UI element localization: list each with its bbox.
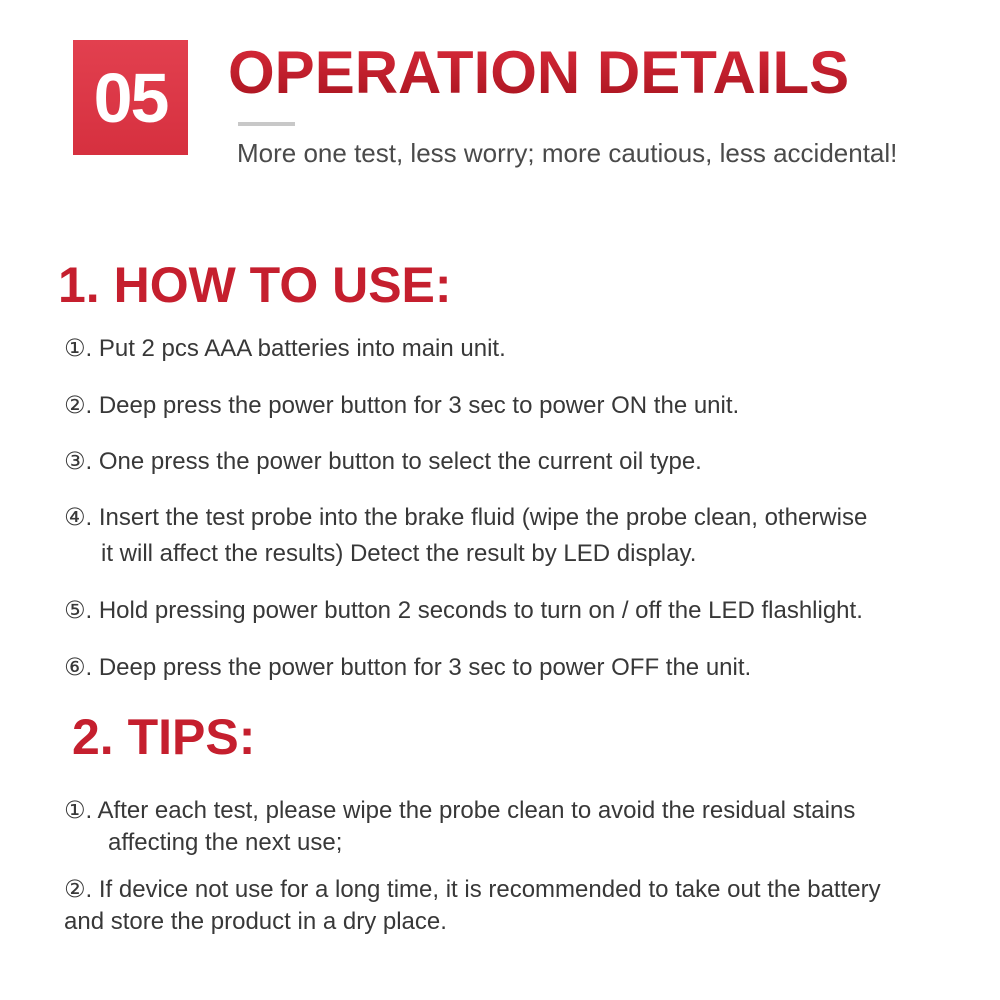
page-title: OPERATION DETAILS bbox=[228, 39, 850, 106]
tips-heading: 2. TIPS: bbox=[72, 709, 256, 765]
tip-1-text: . After each test, please wipe the probe clean to avoid the residual stains bbox=[85, 797, 856, 824]
step-2-text: . Deep press the power button for 3 sec to power ON the unit. bbox=[85, 392, 740, 419]
step-3-marker: ③ bbox=[64, 448, 86, 475]
step-1-text: . Put 2 pcs AAA batteries into main unit. bbox=[85, 335, 506, 362]
tip-1-marker: ① bbox=[64, 797, 86, 824]
step-2-marker: ② bbox=[64, 392, 86, 419]
step-6-marker: ⑥ bbox=[64, 654, 86, 681]
section-number: 05 bbox=[93, 58, 168, 137]
section-number-badge bbox=[73, 40, 188, 155]
how-to-use-step-2 bbox=[64, 389, 739, 423]
how-to-use-step-5 bbox=[64, 594, 863, 628]
step-4-text: . Insert the test probe into the brake fluid (wipe the probe clean, otherwise bbox=[85, 504, 868, 531]
title-divider bbox=[238, 122, 295, 126]
step-1-marker: ① bbox=[64, 335, 86, 362]
step-4-text-continued: it will affect the results) Detect the result by LED display. bbox=[101, 540, 697, 567]
how-to-use-step-6 bbox=[64, 651, 751, 685]
tip-2-text-continued: and store the product in a dry place. bbox=[64, 908, 447, 935]
how-to-use-step-1 bbox=[64, 332, 506, 366]
step-3-text: . One press the power button to select the current oil type. bbox=[85, 448, 702, 475]
tip-1-text-continued: affecting the next use; bbox=[108, 829, 343, 856]
tip-2-marker: ② bbox=[64, 876, 86, 903]
tips-item-2 bbox=[64, 873, 881, 939]
step-4-marker: ④ bbox=[64, 504, 86, 531]
page-subtitle: More one test, less worry; more cautious, less accidental! bbox=[237, 138, 898, 168]
tips-item-1 bbox=[64, 794, 855, 860]
tip-2-text: . If device not use for a long time, it is recommended to take out the battery bbox=[85, 876, 881, 903]
step-6-text: . Deep press the power button for 3 sec to power OFF the unit. bbox=[85, 654, 752, 681]
step-5-text: . Hold pressing power button 2 seconds to turn on / off the LED flashlight. bbox=[85, 597, 863, 624]
step-5-marker: ⑤ bbox=[64, 597, 86, 624]
how-to-use-step-3 bbox=[64, 445, 702, 479]
how-to-use-heading: 1. HOW TO USE: bbox=[58, 257, 452, 313]
how-to-use-step-4 bbox=[64, 501, 867, 571]
